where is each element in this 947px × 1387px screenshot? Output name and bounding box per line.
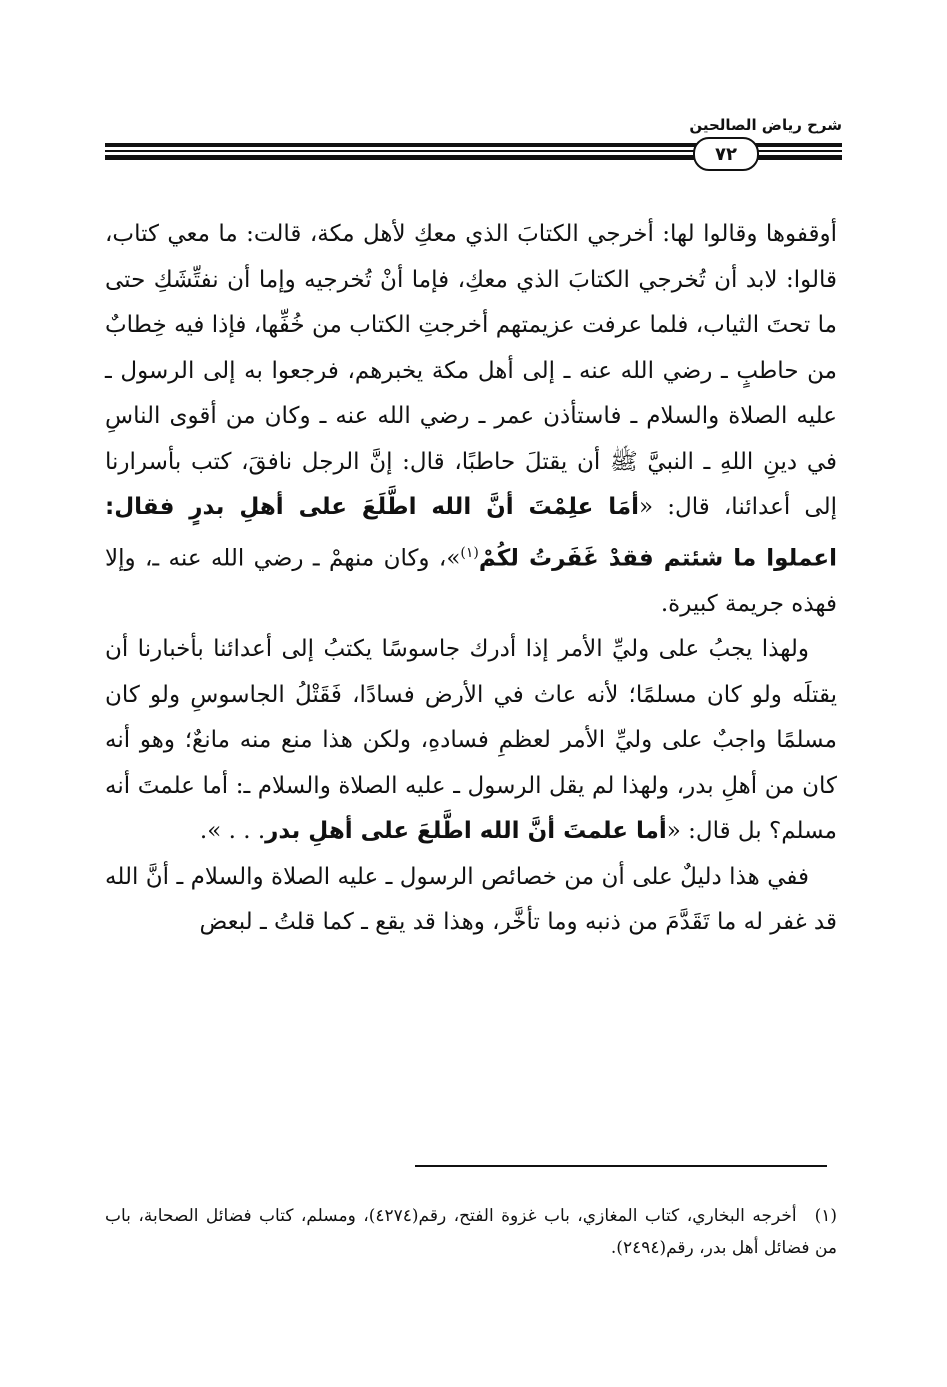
hadith-quote-1: أمَا علِمْتَ أنَّ الله اطَّلَعَ على أهلِ بدرٍ فقال: اعملوا ما شئتم فقدْ غَفَرتُ لكُمْ [105, 494, 837, 572]
paragraph-3: ففي هذا دليلٌ على أن من خصائص الرسول ـ عليه الصلاة والسلام ـ أنَّ الله قد غفر له ما تَقَدَّمَ من ذنبه وما تأخَّر، وهذا قد يقع ـ كما قلتُ ـ لبعض [105, 863, 837, 936]
main-text [105, 212, 837, 946]
hadith-quote-2: أما علمتَ أنَّ الله اطَّلعَ على أهلِ بدر [265, 818, 667, 845]
page-number: ٧٢ [715, 143, 737, 165]
footnote-number: (١) [814, 1206, 837, 1226]
page-number-badge [693, 137, 759, 171]
paragraph-1 [105, 212, 837, 627]
footnote-text: أخرجه البخاري، كتاب المغازي، باب غزوة الفتح، رقم(٤٢٧٤)، ومسلم، كتاب فضائل الصحابة، باب من فضائل أهل بدر، رقم(٢٤٩٤). [105, 1206, 837, 1258]
running-head-title: شرح رياض الصالحين [689, 116, 842, 134]
paragraph-2 [105, 627, 837, 855]
paragraph-1-text-b: »، وكان منهمْ ـ رضي الله عنه ـ، وإلا فهذه جريمة كبيرة. [105, 545, 837, 617]
paragraph-2-text-b: . . . ». [199, 818, 266, 845]
paragraph-1-text-a: أوقفوها وقالوا لها: أخرجي الكتابَ الذي معكِ لأهل مكة، قالت: ما معي كتاب، قالوا: لابد أن تُخرجي الكتابَ الذي معكِ، فإما أنْ تُخرجيه وإما أن نفتِّشَكِ حتى ما تحتَ الثياب، فلما عرفت عزيمتهم أخرجتِ الكتاب من خُفِّها، فإذا فيه خِطابٌ من حاطبٍ ـ رضي الله عنه ـ إلى أهل مكة يخبرهم، فرجعوا به إلى الرسول ـ عليه الصلاة والسلام ـ فاستأذن عمر ـ رضي الله عنه ـ وكان من أقوى الناسِ في دينِ اللهِ ـ النبيَّ ﷺ أن يقتلَ حاطبًا، قال: إنَّ الرجل نافقَ، كتب بأسرارنا إلى أعدائنا، قال: « [105, 221, 837, 520]
footnote-separator [415, 1165, 827, 1167]
footnote-reference: (١) [460, 544, 479, 561]
paragraph-2-text-a: ولهذا يجبُ على وليِّ الأمر إذا أدرك جاسوسًا يكتبُ إلى أعدائنا بأخبارنا أن يقتلَه ولو كان مسلمًا؛ لأنه عاث في الأرض فسادًا، فَقَتْلُ الجاسوسِ ولو كان مسلمًا واجبٌ على وليِّ الأمر لعظمِ فسادهِ، ولكن هذا منع منه مانعٌ؛ وهو أنه كان من أهلِ بدر، ولهذا لم يقل الرسول ـ عليه الصلاة والسلام ـ: أما علمتَ أنه مسلم؟ بل قال: « [105, 636, 837, 845]
footnote [105, 1200, 837, 1264]
